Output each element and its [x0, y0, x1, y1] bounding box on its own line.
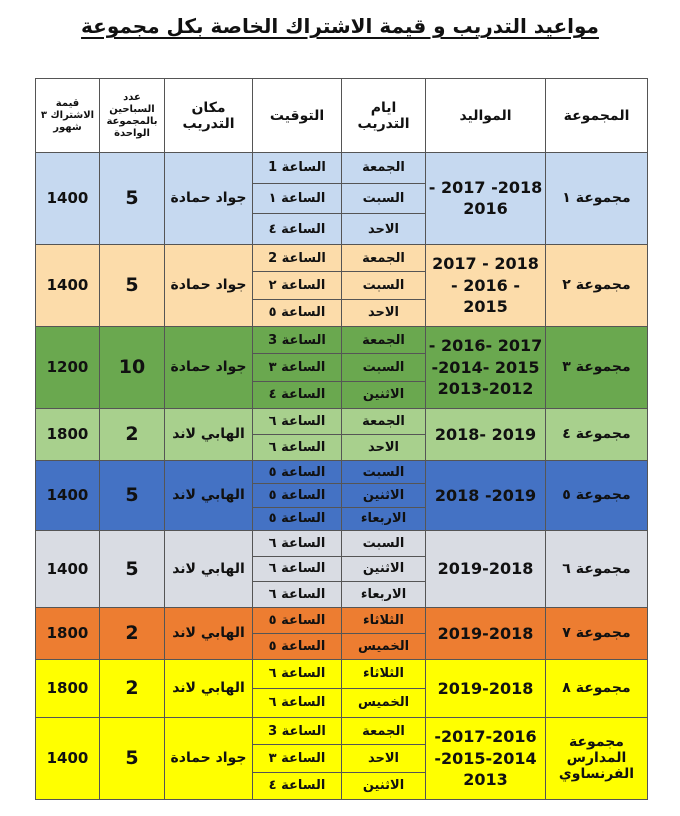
training-time: الساعة ٥ — [253, 299, 342, 326]
training-time: الساعة ٤ — [253, 772, 342, 799]
training-time: الساعة ٦ — [253, 688, 342, 717]
subscription-price: 1800 — [36, 659, 100, 717]
training-time: الساعة ٦ — [253, 582, 342, 608]
training-day: الاحد — [342, 299, 426, 326]
group-name: مجموعة ٨ — [546, 659, 648, 717]
training-place: جواد حمادة — [165, 244, 253, 326]
table-row — [36, 408, 648, 434]
swimmer-count: 2 — [100, 659, 165, 717]
training-place: الهابي لاند — [165, 530, 253, 607]
header-price: قيمة الاشتراك ٣ شهور — [36, 79, 100, 153]
birth-years: 2019-2018 — [426, 607, 546, 659]
table-row — [36, 460, 648, 483]
birth-years: 2018 - 2017 - 2016 - 2015 — [426, 244, 546, 326]
group-name: مجموعة ٣ — [546, 326, 648, 408]
page-title — [0, 14, 680, 38]
training-time: الساعة ٦ — [253, 530, 342, 556]
training-day: الجمعة — [342, 244, 426, 271]
training-time: الساعة ٥ — [253, 633, 342, 659]
birth-years: 2019-2018 — [426, 530, 546, 607]
training-day: الاحد — [342, 214, 426, 245]
birth-years: 2017-2016- 2015-2014- 2013 — [426, 717, 546, 799]
group-name: مجموعة ٤ — [546, 408, 648, 460]
birth-years: 2018- 2017 - 2016 — [426, 153, 546, 245]
table-row — [36, 659, 648, 688]
training-time: الساعة 1 — [253, 153, 342, 184]
training-day: الاحد — [342, 434, 426, 460]
training-time: الساعة ٤ — [253, 381, 342, 408]
training-time: الساعة ٥ — [253, 507, 342, 530]
training-time: الساعة ٣ — [253, 745, 342, 772]
group-name: مجموعة ٦ — [546, 530, 648, 607]
table-row — [36, 326, 648, 353]
header-count: عدد السباحين بالمجموعة الواحدة — [100, 79, 165, 153]
training-time: الساعة ٤ — [253, 214, 342, 245]
training-day: الجمعة — [342, 153, 426, 184]
training-day: الخميس — [342, 688, 426, 717]
training-day: الاثنين — [342, 484, 426, 507]
training-time: الساعة 2 — [253, 244, 342, 271]
training-day: الاثنين — [342, 556, 426, 582]
training-time: الساعة 3 — [253, 326, 342, 353]
schedule-table — [35, 78, 648, 800]
swimmer-count: 5 — [100, 717, 165, 799]
subscription-price: 1200 — [36, 326, 100, 408]
training-place: جواد حمادة — [165, 153, 253, 245]
subscription-price: 1400 — [36, 530, 100, 607]
subscription-price: 1400 — [36, 717, 100, 799]
training-day: السبت — [342, 530, 426, 556]
training-day: الثلاثاء — [342, 607, 426, 633]
birth-years: 2019- 2018 — [426, 460, 546, 530]
header-group: المجموعة — [546, 79, 648, 153]
training-place: جواد حمادة — [165, 717, 253, 799]
training-time: الساعة ٥ — [253, 484, 342, 507]
group-name: مجموعة ٥ — [546, 460, 648, 530]
table-row — [36, 607, 648, 633]
group-name: مجموعة ٢ — [546, 244, 648, 326]
swimmer-count: 5 — [100, 244, 165, 326]
table-body — [36, 153, 648, 800]
training-place: الهابي لاند — [165, 659, 253, 717]
training-day: السبت — [342, 272, 426, 299]
training-day: الاثنين — [342, 772, 426, 799]
training-place: جواد حمادة — [165, 326, 253, 408]
training-day: الاحد — [342, 745, 426, 772]
training-time: الساعة ٦ — [253, 434, 342, 460]
training-day: الاربعاء — [342, 582, 426, 608]
training-time: الساعة ٥ — [253, 460, 342, 483]
header-days: ايام التدريب — [342, 79, 426, 153]
training-day: الجمعة — [342, 408, 426, 434]
birth-years: 2019 -2018 — [426, 408, 546, 460]
training-day: الجمعة — [342, 326, 426, 353]
training-time: الساعة ٦ — [253, 556, 342, 582]
swimmer-count: 2 — [100, 408, 165, 460]
training-time: الساعة 3 — [253, 717, 342, 744]
header-place: مكان التدريب — [165, 79, 253, 153]
training-place: الهابي لاند — [165, 460, 253, 530]
header-time: التوقيت — [253, 79, 342, 153]
swimmer-count: 5 — [100, 460, 165, 530]
swimmer-count: 5 — [100, 153, 165, 245]
title-text: مواعيد التدريب و قيمة الاشتراك الخاصة بكل مجموعة — [81, 14, 599, 38]
header-row — [36, 79, 648, 153]
training-time: الساعة ٦ — [253, 659, 342, 688]
training-day: السبت — [342, 460, 426, 483]
subscription-price: 1800 — [36, 607, 100, 659]
training-day: الجمعة — [342, 717, 426, 744]
training-place: الهابي لاند — [165, 607, 253, 659]
table-row — [36, 244, 648, 271]
training-time: الساعة ٢ — [253, 272, 342, 299]
subscription-price: 1400 — [36, 460, 100, 530]
header-dob: المواليد — [426, 79, 546, 153]
table-row — [36, 717, 648, 744]
group-name: مجموعة المدارس الفرنساوي — [546, 717, 648, 799]
training-day: الاربعاء — [342, 507, 426, 530]
birth-years: 2017 -2016 - 2015 -2014- 2013-2012 — [426, 326, 546, 408]
training-time: الساعة ١ — [253, 183, 342, 214]
training-time: الساعة ٦ — [253, 408, 342, 434]
training-day: السبت — [342, 183, 426, 214]
training-day: السبت — [342, 354, 426, 381]
subscription-price: 1800 — [36, 408, 100, 460]
subscription-price: 1400 — [36, 244, 100, 326]
training-day: الثلاثاء — [342, 659, 426, 688]
training-time: الساعة ٣ — [253, 354, 342, 381]
training-day: الخميس — [342, 633, 426, 659]
training-day: الاثنين — [342, 381, 426, 408]
swimmer-count: 10 — [100, 326, 165, 408]
group-name: مجموعة ٧ — [546, 607, 648, 659]
table-row — [36, 530, 648, 556]
swimmer-count: 2 — [100, 607, 165, 659]
training-time: الساعة ٥ — [253, 607, 342, 633]
subscription-price: 1400 — [36, 153, 100, 245]
swimmer-count: 5 — [100, 530, 165, 607]
table-row — [36, 153, 648, 184]
birth-years: 2019-2018 — [426, 659, 546, 717]
training-place: الهابي لاند — [165, 408, 253, 460]
group-name: مجموعة ١ — [546, 153, 648, 245]
